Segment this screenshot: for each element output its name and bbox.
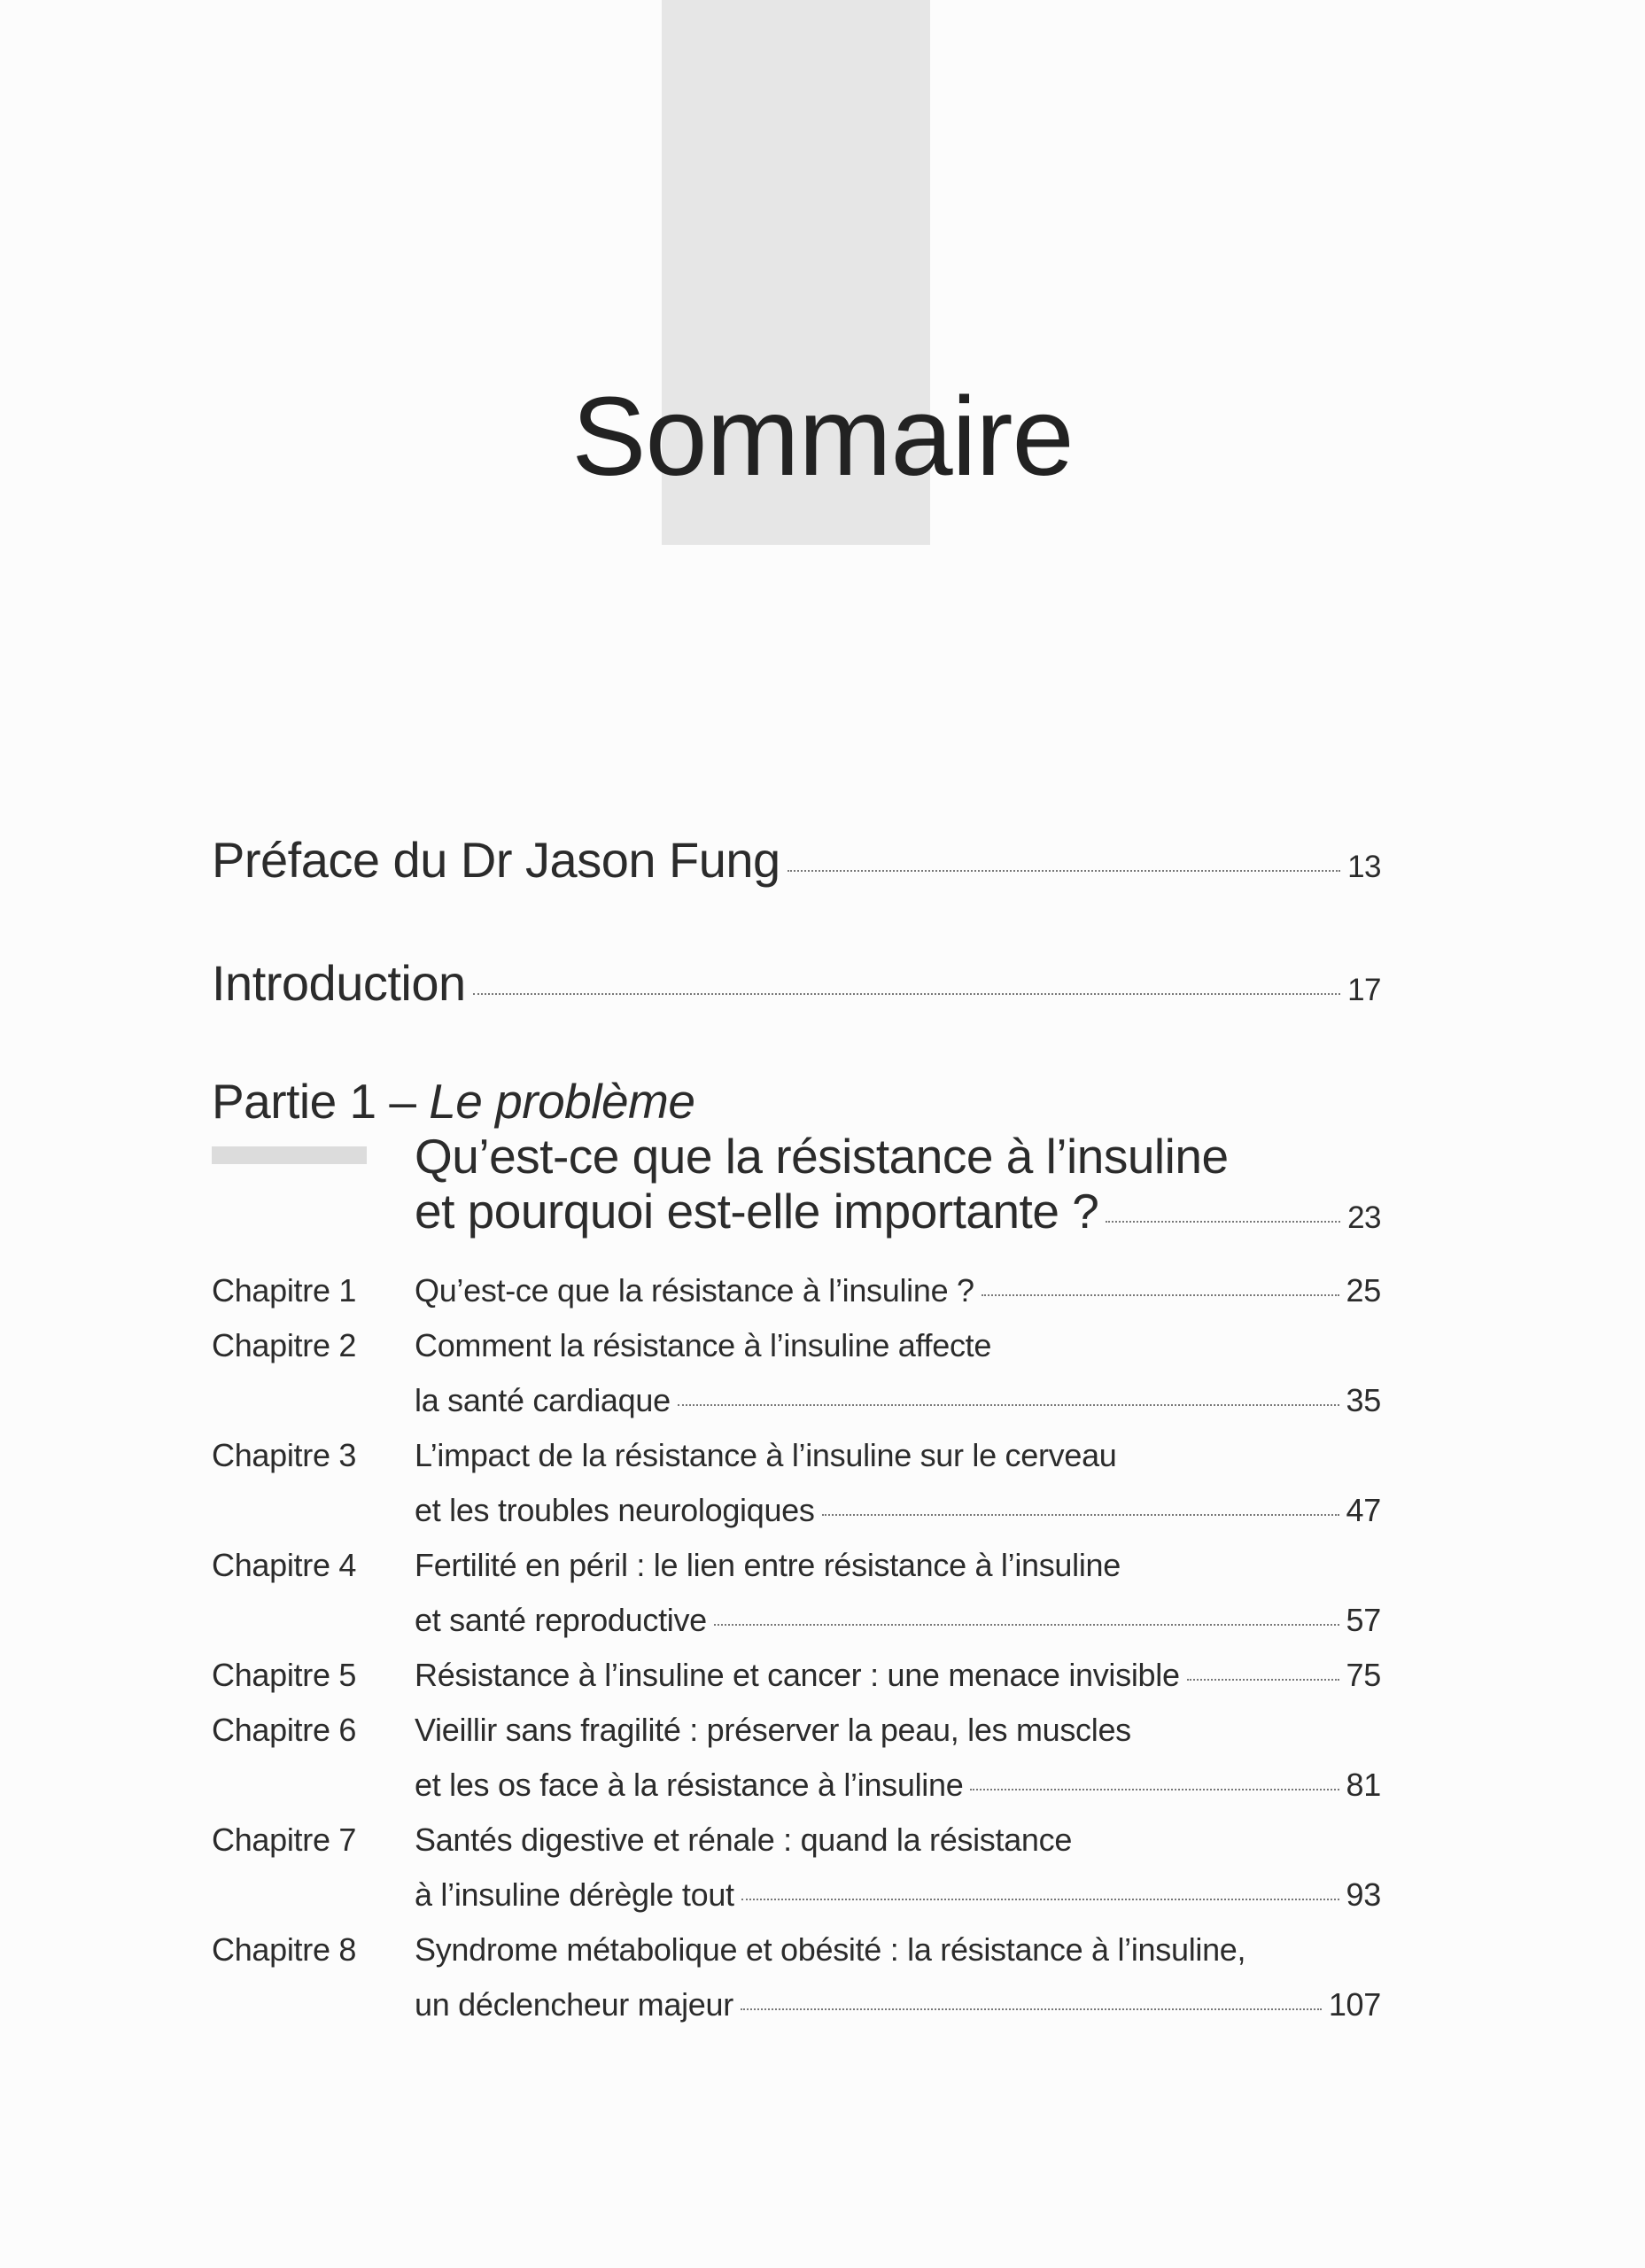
chapter-list bbox=[212, 1263, 1381, 2032]
chapter-entry[interactable] bbox=[212, 1813, 1381, 1922]
chapter-entry[interactable] bbox=[212, 1922, 1381, 2032]
chapter-label: Chapitre 6 bbox=[212, 1712, 357, 1748]
chapter-label: Chapitre 2 bbox=[212, 1327, 357, 1363]
chapter-title: Vieillir sans fragilité : préserver la peau, les muscles bbox=[415, 1712, 1131, 1748]
page-number: 25 bbox=[1346, 1272, 1381, 1309]
dot-leader bbox=[982, 1294, 1339, 1296]
page-number: 93 bbox=[1346, 1876, 1381, 1913]
chapter-entry[interactable] bbox=[212, 1703, 1381, 1813]
dot-leader bbox=[678, 1404, 1339, 1406]
part-title-line: Qu’est-ce que la résistance à l’insuline bbox=[415, 1129, 1229, 1184]
page-title: Sommaire bbox=[571, 374, 1074, 499]
chapter-title-continued: à l’insuline dérègle tout bbox=[415, 1876, 734, 1913]
toc-entry-label: Introduction bbox=[212, 955, 466, 1011]
chapter-line bbox=[212, 1868, 1381, 1922]
chapter-entry[interactable] bbox=[212, 1538, 1381, 1648]
chapter-label: Chapitre 8 bbox=[212, 1931, 357, 1968]
page-number: 75 bbox=[1346, 1657, 1381, 1693]
dot-leader bbox=[822, 1514, 1339, 1516]
dot-leader bbox=[714, 1624, 1339, 1626]
page-number: 13 bbox=[1347, 850, 1381, 884]
chapter-line bbox=[212, 1593, 1381, 1648]
chapter-label: Chapitre 4 bbox=[212, 1547, 357, 1583]
page-number: 35 bbox=[1346, 1382, 1381, 1418]
chapter-label: Chapitre 5 bbox=[212, 1657, 357, 1693]
chapter-line bbox=[212, 1977, 1381, 2032]
page-number: 81 bbox=[1346, 1767, 1381, 1803]
chapter-line bbox=[212, 1263, 1381, 1318]
chapter-title: Fertilité en péril : le lien entre résistance à l’insuline bbox=[415, 1547, 1121, 1583]
toc-entry-introduction[interactable] bbox=[212, 954, 1381, 1012]
chapter-title: Résistance à l’insuline et cancer : une menace invisible bbox=[415, 1657, 1180, 1693]
dot-leader bbox=[970, 1789, 1339, 1790]
chapter-entry[interactable] bbox=[212, 1263, 1381, 1318]
part-heading bbox=[212, 1074, 1381, 1129]
part-title-text: et pourquoi est-elle importante ? bbox=[415, 1184, 1099, 1239]
part-prefix: Partie 1 – bbox=[212, 1074, 416, 1129]
dot-leader bbox=[741, 1899, 1339, 1900]
chapter-title-continued: un déclencheur majeur bbox=[415, 1986, 733, 2023]
toc-entry-preface[interactable] bbox=[212, 831, 1381, 889]
dot-leader bbox=[1187, 1679, 1339, 1681]
dot-leader bbox=[741, 2008, 1322, 2010]
dot-leader bbox=[788, 870, 1340, 872]
toc-entry-part-1[interactable] bbox=[212, 1074, 1381, 1246]
chapter-title-continued: et santé reproductive bbox=[415, 1602, 707, 1638]
chapter-title: L’impact de la résistance à l’insuline sur le cerveau bbox=[415, 1437, 1117, 1473]
dot-leader bbox=[1106, 1221, 1340, 1223]
dot-leader bbox=[473, 993, 1340, 995]
chapter-title: Syndrome métabolique et obésité : la résistance à l’insuline, bbox=[415, 1931, 1246, 1968]
chapter-title-continued: et les os face à la résistance à l’insuline bbox=[415, 1767, 964, 1803]
part-title-line-last bbox=[212, 1184, 1381, 1246]
chapter-label: Chapitre 7 bbox=[212, 1821, 357, 1858]
page-number: 17 bbox=[1347, 973, 1381, 1007]
chapter-entry[interactable] bbox=[212, 1318, 1381, 1428]
toc-entry-label: Préface du Dr Jason Fung bbox=[212, 832, 780, 888]
chapter-entry[interactable] bbox=[212, 1428, 1381, 1538]
table-of-contents bbox=[212, 824, 1381, 2032]
chapter-entry[interactable] bbox=[212, 1648, 1381, 1703]
page-number: 23 bbox=[1347, 1200, 1381, 1235]
chapter-title: Santés digestive et rénale : quand la résistance bbox=[415, 1821, 1073, 1858]
chapter-label: Chapitre 1 bbox=[212, 1272, 357, 1309]
chapter-title-continued: la santé cardiaque bbox=[415, 1382, 671, 1418]
decorative-part-bar bbox=[212, 1146, 367, 1164]
chapter-title: Comment la résistance à l’insuline affecte bbox=[415, 1327, 992, 1363]
chapter-line bbox=[212, 1758, 1381, 1813]
page-number: 107 bbox=[1328, 1986, 1381, 2023]
chapter-line bbox=[212, 1373, 1381, 1428]
chapter-line bbox=[212, 1483, 1381, 1538]
chapter-line bbox=[212, 1648, 1381, 1703]
chapter-label: Chapitre 3 bbox=[212, 1437, 357, 1473]
page-number: 47 bbox=[1346, 1492, 1381, 1528]
page-number: 57 bbox=[1346, 1602, 1381, 1638]
chapter-title-continued: et les troubles neurologiques bbox=[415, 1492, 815, 1528]
part-subtitle: Le problème bbox=[429, 1074, 695, 1129]
chapter-title: Qu’est-ce que la résistance à l’insuline ? bbox=[415, 1272, 974, 1309]
